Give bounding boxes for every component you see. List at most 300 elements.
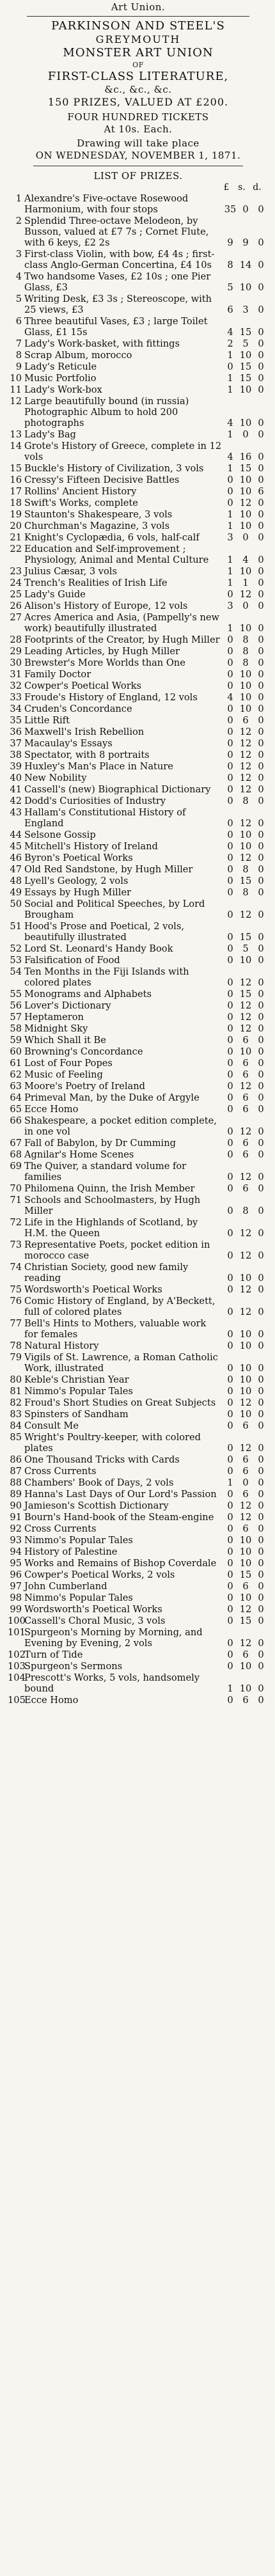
prize-pounds: 6: [227, 304, 233, 315]
prize-value: [223, 1512, 269, 1523]
prize-value: [223, 509, 269, 520]
prize-shillings: 6: [242, 1182, 249, 1194]
prize-item: [8, 669, 269, 680]
prize-number: 2: [15, 215, 22, 226]
prize-item: [8, 1546, 269, 1557]
prize-item: [8, 784, 269, 795]
prize-shillings: 6: [242, 1420, 249, 1431]
prize-pence: 0: [258, 622, 264, 634]
prize-pence: 0: [258, 1465, 264, 1477]
prize-pounds: 0: [227, 988, 233, 1000]
prize-pounds: 5: [227, 281, 233, 293]
prize-item: [8, 1409, 269, 1420]
prize-number: 9: [15, 361, 22, 372]
prize-shillings: 10: [239, 829, 252, 840]
prize-description: Turn of Tide: [24, 1649, 83, 1660]
prize-number: 99: [10, 1603, 22, 1615]
prize-pounds: 0: [227, 829, 233, 840]
prize-shillings: 10: [239, 1592, 252, 1603]
prize-pence: 0: [258, 1137, 264, 1149]
prize-description: Spurgeon's Sermons: [24, 1660, 123, 1672]
prize-pounds: 1: [227, 428, 233, 440]
prize-pounds: 0: [227, 795, 233, 806]
prize-pence: 0: [258, 1272, 264, 1284]
prize-description: Which Shall it Be: [24, 1034, 106, 1046]
prize-number: 30: [10, 657, 22, 668]
prize-item: [8, 1489, 269, 1500]
prize-pounds: 0: [227, 1182, 233, 1194]
prize-value: [223, 304, 269, 315]
prize-pounds: 0: [227, 863, 233, 875]
prize-shillings: 0: [242, 531, 249, 543]
prize-value: [223, 1546, 269, 1557]
prize-value: [223, 841, 269, 852]
prize-pounds: 0: [227, 1454, 233, 1465]
prize-shillings: 10: [239, 1272, 252, 1284]
prize-item: [8, 521, 269, 531]
prize-value: [223, 726, 269, 737]
prize-number: 21: [10, 531, 22, 543]
prize-value: [223, 1420, 269, 1431]
prize-item: [8, 750, 269, 760]
prize-number: 66: [10, 1115, 22, 1126]
prize-number: 71: [10, 1194, 22, 1206]
prize-pence: 0: [258, 931, 264, 943]
prize-number: 102: [8, 1649, 26, 1660]
prize-shillings: 16: [239, 451, 252, 462]
prize-pence: 0: [258, 772, 264, 783]
prize-pence: 0: [258, 691, 264, 703]
prize-pence: 0: [258, 1511, 264, 1523]
prize-item: [8, 1695, 269, 1706]
prize-pounds: 0: [227, 1408, 233, 1420]
prize-item: [8, 1161, 269, 1182]
prize-pounds: 0: [227, 1092, 233, 1103]
prize-shillings: 12: [239, 977, 252, 988]
prize-pounds: 0: [227, 1126, 233, 1137]
prize-pence: 0: [258, 497, 264, 508]
prize-number: 57: [10, 1011, 22, 1023]
prize-value: [223, 1466, 269, 1477]
prize-description: Hanna's Last Days of Our Lord's Passion: [24, 1488, 217, 1500]
prize-number: 51: [10, 920, 22, 932]
prize-pounds: 0: [227, 886, 233, 898]
prize-description: Lady's Bag: [24, 428, 76, 440]
prize-pence: 0: [258, 909, 264, 920]
prize-value: [223, 532, 269, 543]
prize-shillings: 10: [239, 954, 252, 966]
prize-shillings: 6: [242, 1580, 249, 1592]
prize-number: 104: [8, 1672, 26, 1683]
top-rule: [27, 16, 249, 17]
prize-value: [223, 1454, 269, 1465]
prize-shillings: 9: [242, 237, 249, 248]
prize-description: Spurgeon's Morning by Morning, and Evening by Evening, 2 vols: [24, 1626, 203, 1649]
prize-shillings: 15: [239, 372, 252, 384]
prize-shillings: 12: [239, 1227, 252, 1239]
prize-shillings: 6: [242, 1465, 249, 1477]
prize-item: [8, 441, 269, 462]
prize-item: [8, 486, 269, 497]
prize-number: 14: [10, 440, 22, 452]
prize-description: The Quiver, a standard volume for families: [24, 1160, 187, 1182]
prize-item: [8, 1604, 269, 1615]
prize-pounds: 0: [227, 634, 233, 645]
prize-number: 15: [10, 462, 22, 474]
prize-item: [8, 1115, 269, 1137]
prize-pounds: 4: [227, 451, 233, 462]
prize-number: 32: [10, 680, 22, 691]
prize-shillings: 8: [242, 634, 249, 645]
prize-pounds: 0: [227, 1034, 233, 1046]
prize-value: [223, 1443, 269, 1454]
prize-pounds: 1: [227, 577, 233, 588]
prize-number: 45: [10, 840, 22, 852]
prize-description: Consult Me: [24, 1420, 79, 1431]
prize-item: [8, 1340, 269, 1351]
prize-description: Brewster's More Worlds than One: [24, 657, 185, 668]
prize-shillings: 10: [239, 1408, 252, 1420]
prize-item: [8, 1012, 269, 1023]
prize-number: 100: [8, 1615, 26, 1626]
prize-shillings: 0: [242, 1477, 249, 1488]
prize-pounds: 0: [227, 1272, 233, 1284]
prize-description: Mitchell's History of Ireland: [24, 840, 158, 852]
prize-pence: 0: [258, 1442, 264, 1454]
prize-description: Lady's Guide: [24, 588, 86, 600]
prize-item: [8, 1466, 269, 1477]
prize-description: Froud's Short Studies on Great Subjects: [24, 1397, 216, 1408]
prize-value: [223, 1592, 269, 1603]
prize-pence: 0: [258, 977, 264, 988]
pence-column-header: d.: [253, 182, 262, 192]
prize-shillings: 12: [239, 1250, 252, 1261]
prize-pence: 0: [258, 531, 264, 543]
prize-number: 61: [10, 1057, 22, 1069]
prize-value: [223, 703, 269, 714]
prize-value: [223, 955, 269, 966]
prize-description: Heptameron: [24, 1011, 84, 1023]
town-name: GREYMOUTH: [95, 33, 181, 46]
prize-value: [223, 361, 269, 372]
prize-number: 82: [10, 1397, 22, 1408]
prize-shillings: 12: [239, 817, 252, 829]
prize-item: [8, 899, 269, 920]
prize-number: 86: [10, 1454, 22, 1465]
prize-shillings: 10: [239, 281, 252, 293]
prize-pence: 0: [258, 1397, 264, 1408]
prize-value: [223, 773, 269, 783]
prize-value: [223, 1046, 269, 1057]
prize-pounds: 1: [227, 520, 233, 531]
prize-pounds: 0: [227, 1362, 233, 1374]
prize-number: 59: [10, 1034, 22, 1046]
prize-number: 90: [10, 1500, 22, 1511]
prize-number: 50: [10, 898, 22, 909]
prize-item: [8, 1592, 269, 1603]
prize-pounds: 0: [227, 1580, 233, 1592]
prize-number: 93: [10, 1534, 22, 1546]
prize-pounds: 0: [227, 1592, 233, 1603]
prize-number: 91: [10, 1511, 22, 1523]
prize-shillings: 10: [239, 1374, 252, 1385]
prize-shillings: 6: [242, 1454, 249, 1465]
prize-pounds: 3: [227, 531, 233, 543]
prize-description: Grote's History of Greece, complete in 12 vols: [24, 440, 222, 462]
prize-value: [223, 646, 269, 657]
prize-pence: 0: [258, 634, 264, 645]
prize-number: 42: [10, 795, 22, 806]
prize-number: 39: [10, 760, 22, 772]
prize-item: [8, 921, 269, 943]
prize-description: Lover's Dictionary: [24, 1000, 111, 1011]
prize-pounds: 1: [227, 622, 233, 634]
prize-value: [223, 852, 269, 863]
prize-pounds: 0: [227, 1511, 233, 1523]
prize-pence: 0: [258, 795, 264, 806]
prize-pounds: 0: [227, 1397, 233, 1408]
prize-value: [223, 1569, 269, 1580]
prize-shillings: 6: [242, 1092, 249, 1103]
prize-description: Alison's History of Europe, 12 vols: [24, 600, 188, 611]
prize-pounds: 0: [227, 954, 233, 966]
prize-shillings: 5: [242, 943, 249, 954]
prize-pounds: 0: [227, 1137, 233, 1149]
prize-number: 77: [10, 1317, 22, 1329]
prize-pence: 0: [258, 1000, 264, 1011]
prize-shillings: 12: [239, 1011, 252, 1023]
prize-value: [223, 1092, 269, 1103]
prize-shillings: 6: [242, 714, 249, 726]
prize-pounds: 0: [227, 1374, 233, 1385]
prize-value: [223, 1363, 269, 1374]
prize-pounds: 1: [227, 554, 233, 565]
prize-pounds: 0: [227, 840, 233, 852]
prize-item: [8, 773, 269, 783]
prize-pounds: 0: [227, 1534, 233, 1546]
prize-pence: 0: [258, 657, 264, 668]
prize-item: [8, 509, 269, 520]
prize-item: [8, 1397, 269, 1408]
prize-shillings: 10: [239, 1046, 252, 1057]
prize-pence: 0: [258, 1362, 264, 1374]
prize-pence: 0: [258, 1205, 264, 1216]
prize-pence: 0: [258, 1182, 264, 1194]
prize-value: [223, 1273, 269, 1284]
prize-description: Buckle's History of Civilization, 3 vols: [24, 462, 204, 474]
prize-item: [8, 249, 269, 271]
prize-value: [223, 738, 269, 749]
prize-shillings: 10: [239, 703, 252, 714]
prize-pence: 0: [258, 1488, 264, 1500]
prize-description: Bourn's Hand-book of the Steam-engine: [24, 1511, 214, 1523]
prize-pence: 0: [258, 304, 264, 315]
prize-value: [223, 1058, 269, 1069]
prize-description: Cassell's Choral Music, 3 vols: [24, 1615, 166, 1626]
prize-item: [8, 384, 269, 395]
prize-shillings: 5: [242, 338, 249, 349]
list-title: LIST OF PRIZES.: [93, 169, 183, 182]
prize-number: 97: [10, 1580, 22, 1592]
prize-number: 54: [10, 966, 22, 977]
prize-pounds: 0: [227, 1328, 233, 1340]
prize-description: Essays by Hugh Miller: [24, 886, 131, 898]
prize-pounds: 0: [227, 1171, 233, 1182]
prize-description: Nimmo's Popular Tales: [24, 1592, 133, 1603]
prize-value: [223, 1661, 269, 1672]
prize-number: 75: [10, 1284, 22, 1295]
prize-pence: 0: [258, 326, 264, 338]
prize-pence: 0: [258, 428, 264, 440]
prize-description: Cressy's Fifteen Decisive Battles: [24, 474, 180, 485]
prize-pounds: 1: [227, 1477, 233, 1488]
prize-pence: 0: [258, 1103, 264, 1115]
prize-item: [8, 864, 269, 875]
prize-description: Footprints of the Creator, by Hugh Miller: [24, 634, 220, 645]
prize-value: [223, 1477, 269, 1488]
prize-item: [8, 396, 269, 428]
prize-shillings: 10: [239, 1660, 252, 1672]
prize-pence: 0: [258, 817, 264, 829]
prize-shillings: 10: [239, 1385, 252, 1397]
prize-shillings: 8: [242, 863, 249, 875]
prize-pounds: 0: [227, 1694, 233, 1706]
prize-description: Little Rift: [24, 714, 70, 726]
prize-shillings: 6: [242, 1137, 249, 1149]
prize-description: Knight's Cyclopædia, 6 vols, half-calf: [24, 531, 200, 543]
prize-pence: 0: [258, 588, 264, 600]
prize-shillings: 8: [242, 1205, 249, 1216]
prize-pence: 0: [258, 875, 264, 886]
prize-number: 70: [10, 1182, 22, 1194]
prize-description: Cruden's Concordance: [24, 703, 132, 714]
prize-item: [8, 657, 269, 668]
prize-value: [223, 1183, 269, 1194]
prize-pence: 0: [258, 417, 264, 428]
prize-description: John Cumberland: [24, 1580, 107, 1592]
prize-number: 62: [10, 1069, 22, 1080]
prize-description: Prescott's Works, 5 vols, handsomely bound: [24, 1672, 200, 1694]
prize-pence: 0: [258, 577, 264, 588]
prize-number: 20: [10, 520, 22, 531]
prize-item: [8, 1581, 269, 1592]
prize-shillings: 12: [239, 1171, 252, 1182]
prize-description: Three beautiful Vases, £3 ; large Toilet Glass, £1 15s: [24, 315, 208, 338]
prize-value: [223, 1138, 269, 1149]
prize-number: 19: [10, 508, 22, 520]
prize-pounds: 0: [227, 1660, 233, 1672]
prize-number: 27: [10, 611, 22, 623]
prize-shillings: 15: [239, 1615, 252, 1626]
prize-description: Natural History: [24, 1340, 99, 1351]
prize-item: [8, 1149, 269, 1160]
prize-number: 72: [10, 1216, 22, 1228]
prize-description: Macaulay's Essays: [24, 737, 113, 749]
prize-item: [8, 841, 269, 852]
prize-item: [8, 350, 269, 361]
prize-value: [223, 1374, 269, 1385]
prize-value: [223, 761, 269, 772]
prize-pounds: 0: [227, 645, 233, 657]
prize-description: Monograms and Alphabets: [24, 988, 152, 1000]
prize-shillings: 0: [242, 600, 249, 611]
prize-shillings: 0: [242, 203, 249, 215]
prize-description: Lord St. Leonard's Handy Book: [24, 943, 173, 954]
prize-shillings: 12: [239, 1603, 252, 1615]
prize-value: [223, 1523, 269, 1534]
prize-shillings: 15: [239, 361, 252, 372]
prize-value: [223, 204, 269, 215]
prize-pence: 0: [258, 1546, 264, 1557]
prize-number: 52: [10, 943, 22, 954]
prize-description: Vigils of St. Lawrence, a Roman Catholic Work, illustrated: [24, 1351, 218, 1374]
prize-description: Spinsters of Sandham: [24, 1408, 129, 1420]
prize-value: [223, 486, 269, 497]
prize-value: [223, 1250, 269, 1261]
prize-value: [223, 1023, 269, 1034]
prize-item: [8, 1104, 269, 1115]
prize-value: [223, 977, 269, 988]
prize-pence: 0: [258, 714, 264, 726]
prize-value: [223, 876, 269, 886]
prize-value: [223, 680, 269, 691]
prize-description: Old Red Sandstone, by Hugh Miller: [24, 863, 193, 875]
prize-shillings: 15: [239, 462, 252, 474]
prize-shillings: 8: [242, 657, 249, 668]
prize-description: Social and Political Speeches, by Lord Brougham: [24, 898, 205, 920]
prize-value: [223, 1397, 269, 1408]
prize-number: 78: [10, 1340, 22, 1351]
prize-description: Lady's Work-box: [24, 384, 102, 395]
prize-number: 22: [10, 543, 22, 554]
prize-item: [8, 876, 269, 886]
prize-pounds: 0: [227, 1420, 233, 1431]
prize-description: Wordsworth's Poetical Works: [24, 1284, 162, 1295]
prize-number: 53: [10, 954, 22, 966]
prize-item: [8, 634, 269, 645]
prize-shillings: 12: [239, 1023, 252, 1034]
prize-number: 79: [10, 1351, 22, 1363]
prize-pence: 0: [258, 338, 264, 349]
prize-description: Wordsworth's Poetical Works: [24, 1603, 162, 1615]
prize-item: [8, 646, 269, 657]
prize-shillings: 12: [239, 1500, 252, 1511]
prize-shillings: 15: [239, 931, 252, 943]
prize-pounds: 0: [227, 772, 233, 783]
prize-item: [8, 1672, 269, 1694]
prize-pence: 0: [258, 1011, 264, 1023]
prize-number: 81: [10, 1385, 22, 1397]
prize-shillings: 6: [242, 1057, 249, 1069]
prize-pounds: 0: [227, 1011, 233, 1023]
prize-pounds: 0: [227, 977, 233, 988]
prize-number: 44: [10, 829, 22, 840]
prize-shillings: 10: [239, 1362, 252, 1374]
prize-shillings: 4: [242, 554, 249, 565]
prize-value: [223, 1489, 269, 1500]
prize-pence: 0: [258, 554, 264, 565]
prize-shillings: 12: [239, 497, 252, 508]
prize-pence: 0: [258, 1374, 264, 1385]
prize-number: 8: [15, 349, 22, 361]
prize-shillings: 10: [239, 680, 252, 691]
prize-pence: 0: [258, 1454, 264, 1465]
prize-number: 85: [10, 1431, 22, 1443]
prize-number: 3: [15, 248, 22, 260]
prize-pence: 0: [258, 600, 264, 611]
prize-description: Lady's Reticule: [24, 361, 97, 372]
prize-item: [8, 193, 269, 215]
